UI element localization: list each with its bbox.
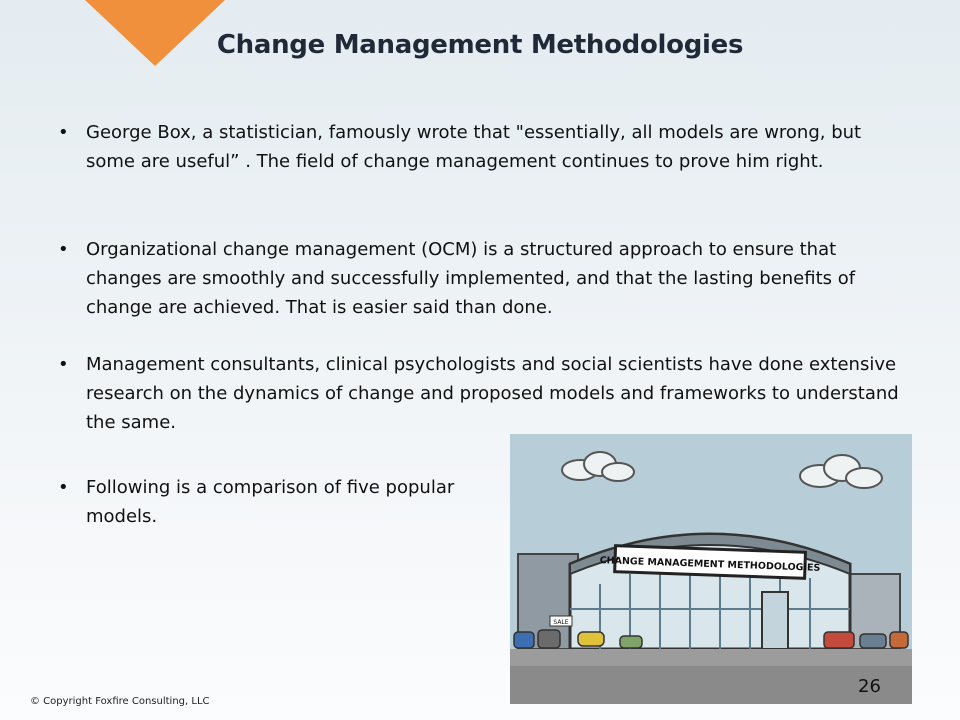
bullet-dot: • <box>58 239 69 260</box>
bullet-dot: • <box>58 122 69 143</box>
bullet-item <box>58 350 908 437</box>
bullet-dot: • <box>58 354 69 375</box>
bullet-item <box>58 235 908 322</box>
bullet-item <box>58 473 506 531</box>
copyright-notice: © Copyright Foxfire Consulting, LLC <box>30 696 210 707</box>
page-number: 26 <box>858 676 881 697</box>
bullet-text: Management consultants, clinical psychologists and social scientists have done extensive research on the dynamics of change and proposed models and frameworks to understand the same. <box>86 354 899 433</box>
building-illustration <box>510 434 912 704</box>
building-sign-text: CHANGE MANAGEMENT METHODOLOGIES <box>599 555 821 574</box>
bullet-text: George Box, a statistician, famously wrote that "essentially, all models are wrong, but some are useful” . The field of change management continues to prove him right. <box>86 122 862 172</box>
bullet-text: Organizational change management (OCM) is a structured approach to ensure that changes are smoothly and successfully implemented, and that the lasting benefits of change are achieved. That is easier said than done. <box>86 239 856 318</box>
bullet-dot: • <box>58 477 69 498</box>
sale-sign-text: SALE <box>553 619 569 626</box>
slide-title: Change Management Methodologies <box>216 30 744 60</box>
bullet-item <box>58 118 908 176</box>
bullet-text: Following is a comparison of five popular models. <box>86 477 455 527</box>
